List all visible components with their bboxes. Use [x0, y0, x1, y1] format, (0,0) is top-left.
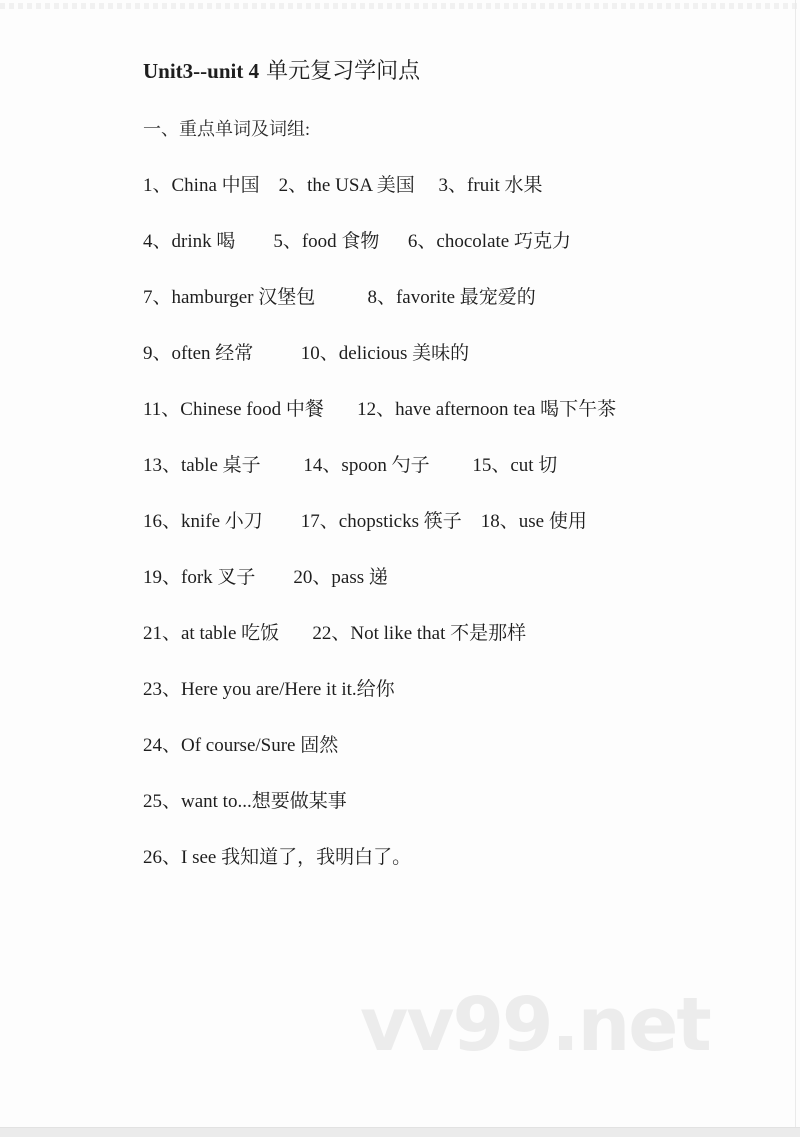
document-content — [143, 58, 750, 886]
vocab-line: 11、Chinese food 中餐 12、have afternoon tea 喝下午茶 — [143, 399, 617, 420]
watermark: vv99.net — [360, 982, 710, 1068]
vocab-line: 9、often 经常 10、delicious 美味的 — [143, 343, 470, 364]
page-title — [143, 58, 750, 84]
vocab-line: 19、fork 叉子 20、pass 递 — [143, 567, 388, 588]
vocab-line: 23、Here you are/Here it it.给你 — [143, 679, 395, 700]
vocab-line: 1、China 中国 2、the USA 美国 3、fruit 水果 — [143, 175, 543, 196]
page-right-edge — [795, 0, 796, 1128]
vocab-line: 7、hamburger 汉堡包 8、favorite 最宠爱的 — [143, 287, 536, 308]
vocab-line: 13、table 桌子 14、spoon 勺子 15、cut 切 — [143, 455, 558, 476]
vocab-line: 26、I see 我知道了，我明白了。 — [143, 847, 412, 868]
page-top-edge — [0, 3, 800, 9]
vocabulary-list — [143, 158, 750, 886]
page-bottom-edge — [0, 1127, 800, 1137]
vocab-line: 4、drink 喝 5、food 食物 6、chocolate 巧克力 — [143, 231, 571, 252]
section-heading: 一、重点单词及词组: — [143, 119, 311, 139]
page-title-english: Unit3--unit 4 — [143, 59, 260, 83]
page-title-chinese: 单元复习学问点 — [266, 58, 421, 83]
vocab-line: 24、Of course/Sure 固然 — [143, 735, 339, 756]
vocab-line: 16、knife 小刀 17、chopsticks 筷子 18、use 使用 — [143, 511, 587, 532]
vocab-line: 25、want to...想要做某事 — [143, 791, 347, 812]
vocab-line: 21、at table 吃饭 22、Not like that 不是那样 — [143, 623, 527, 644]
